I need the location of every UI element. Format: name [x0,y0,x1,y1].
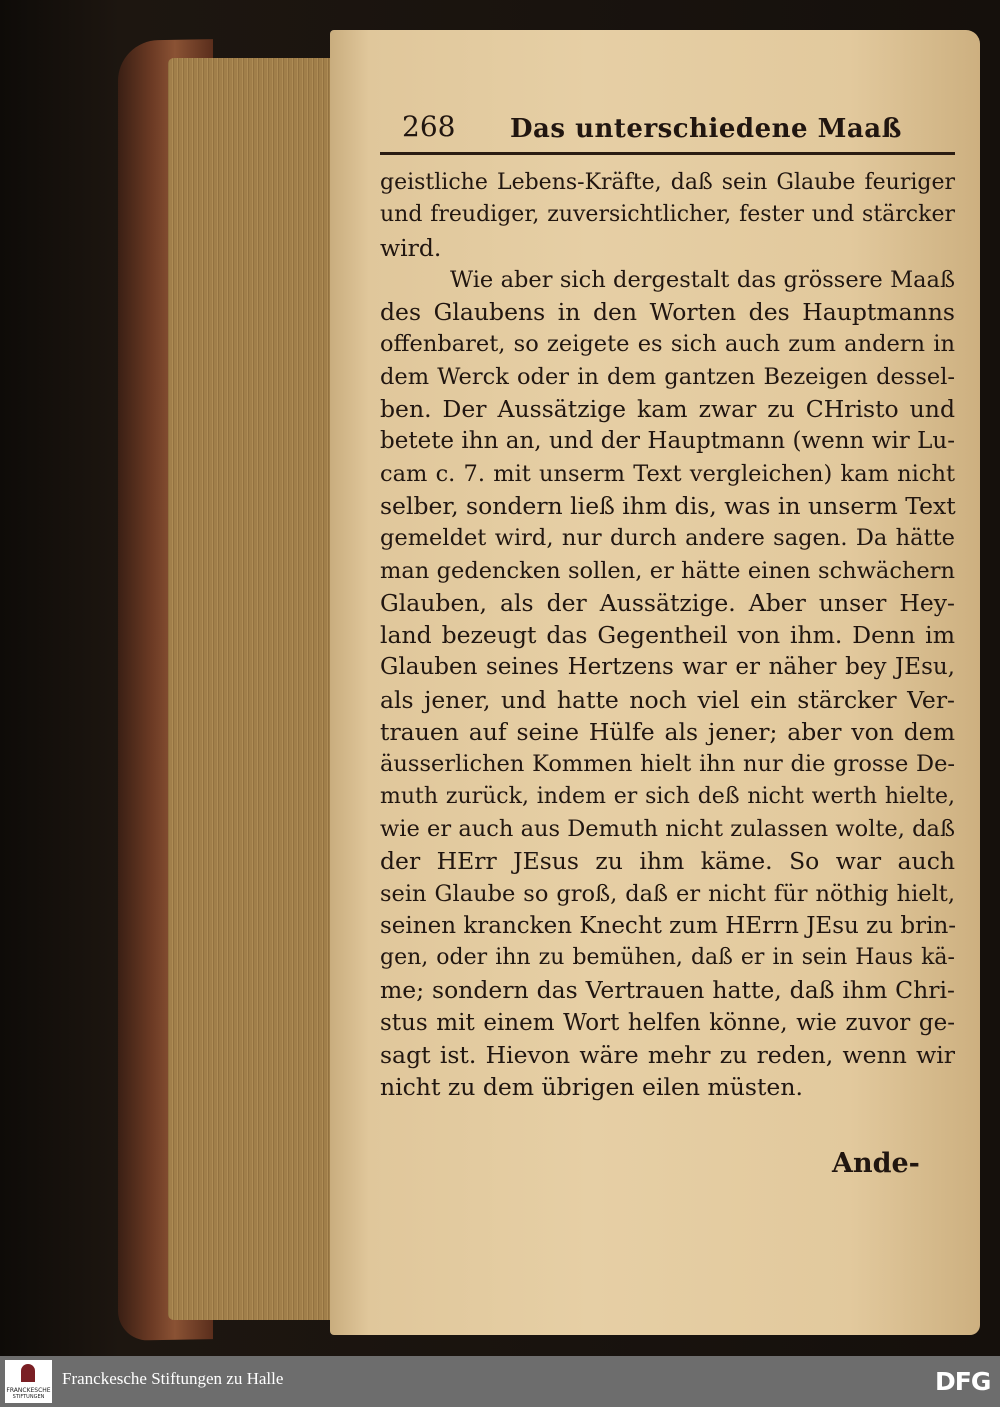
text-line: der HErr JEsus zu ihm käme. So war auch [380,847,955,876]
text-line: offenbaret, so zeigete es sich auch zum andern in [380,331,955,358]
text-line: sein Glaube so groß, daß er nicht für nöthig hielt, [380,880,955,907]
text-line: seinen krancken Knecht zum HErrn JEsu zu brin- [380,912,957,939]
building-icon [21,1364,35,1382]
text-line: wie er auch aus Demuth nicht zulassen wolte, daß [380,815,955,842]
text-line: trauen auf seine Hülfe als jener; aber von dem [380,718,955,747]
body-text [380,167,955,1104]
text-line: stus mit einem Wort helfen könne, wie zuvor ge- [380,1009,955,1036]
text-line: selber, sondern ließ ihm dis, was in unserm Text [380,491,956,520]
text-line: des Glaubens in den Worten des Hauptmanns [380,298,955,327]
text-line: als jener, und hatte noch viel ein stärcker Ver- [380,685,955,714]
logo-text: FRANCKESCHE [6,1387,51,1394]
page-text-block [380,108,955,1104]
logo-text: STIFTUNGEN [12,1394,45,1400]
text-line: Glauben, als der Aussätzige. Aber unser Hey- [380,588,955,617]
page-number: 268 [402,110,456,143]
text-line: sagt ist. Hievon wäre mehr zu reden, wenn wir [380,1041,955,1070]
text-line: nicht zu dem übrigen eilen müsten. [380,1073,803,1102]
text-line: Wie aber sich dergestalt das grössere Maaß [450,266,955,293]
text-line: me; sondern das Vertrauen hatte, daß ihm Chri- [380,976,955,1005]
running-head [380,108,955,155]
text-line: äusserlichen Kommen hielt ihn nur die grosse De- [380,751,955,778]
text-line: muth zurück, indem er sich deß nicht werth hielte, [380,783,955,809]
text-line: man gedencken sollen, er hätte einen schwächern [380,557,955,584]
text-line: dem Werck oder in dem gantzen Bezeigen dessel- [380,363,955,390]
text-line: cam c. 7. mit unserm Text vergleichen) kam nicht [380,460,955,487]
running-title: Das unterschiedene Maaß [510,114,902,144]
institution-name: Franckesche Stiftungen zu Halle [62,1369,284,1388]
text-line: land bezeugt das Gegentheil von ihm. Denn im [380,621,955,650]
text-line: und freudiger, zuversichtlicher, fester und stärcker [380,202,955,228]
catchword: Ande- [832,1148,920,1179]
text-line: wird. [380,233,442,262]
text-line: ben. Der Aussätzige kam zwar zu CHristo und [380,395,955,424]
page-edges [168,58,346,1320]
text-line: Glauben seines Hertzens war er näher bey JEsu, [380,654,955,681]
text-line: gen, oder ihn zu bemühen, daß er in sein Haus kä- [380,945,955,971]
institution-logo[interactable] [5,1360,52,1403]
text-line: betete ihn an, und der Hauptmann (wenn wir Lu- [380,428,955,455]
dfg-logo[interactable]: DFG [935,1367,991,1396]
text-line: gemeldet wird, nur durch andere sagen. Da hätte [380,525,955,552]
viewer-footer [0,1356,1000,1407]
text-line: geistliche Lebens-Kräfte, daß sein Glaube feuriger [380,170,955,195]
